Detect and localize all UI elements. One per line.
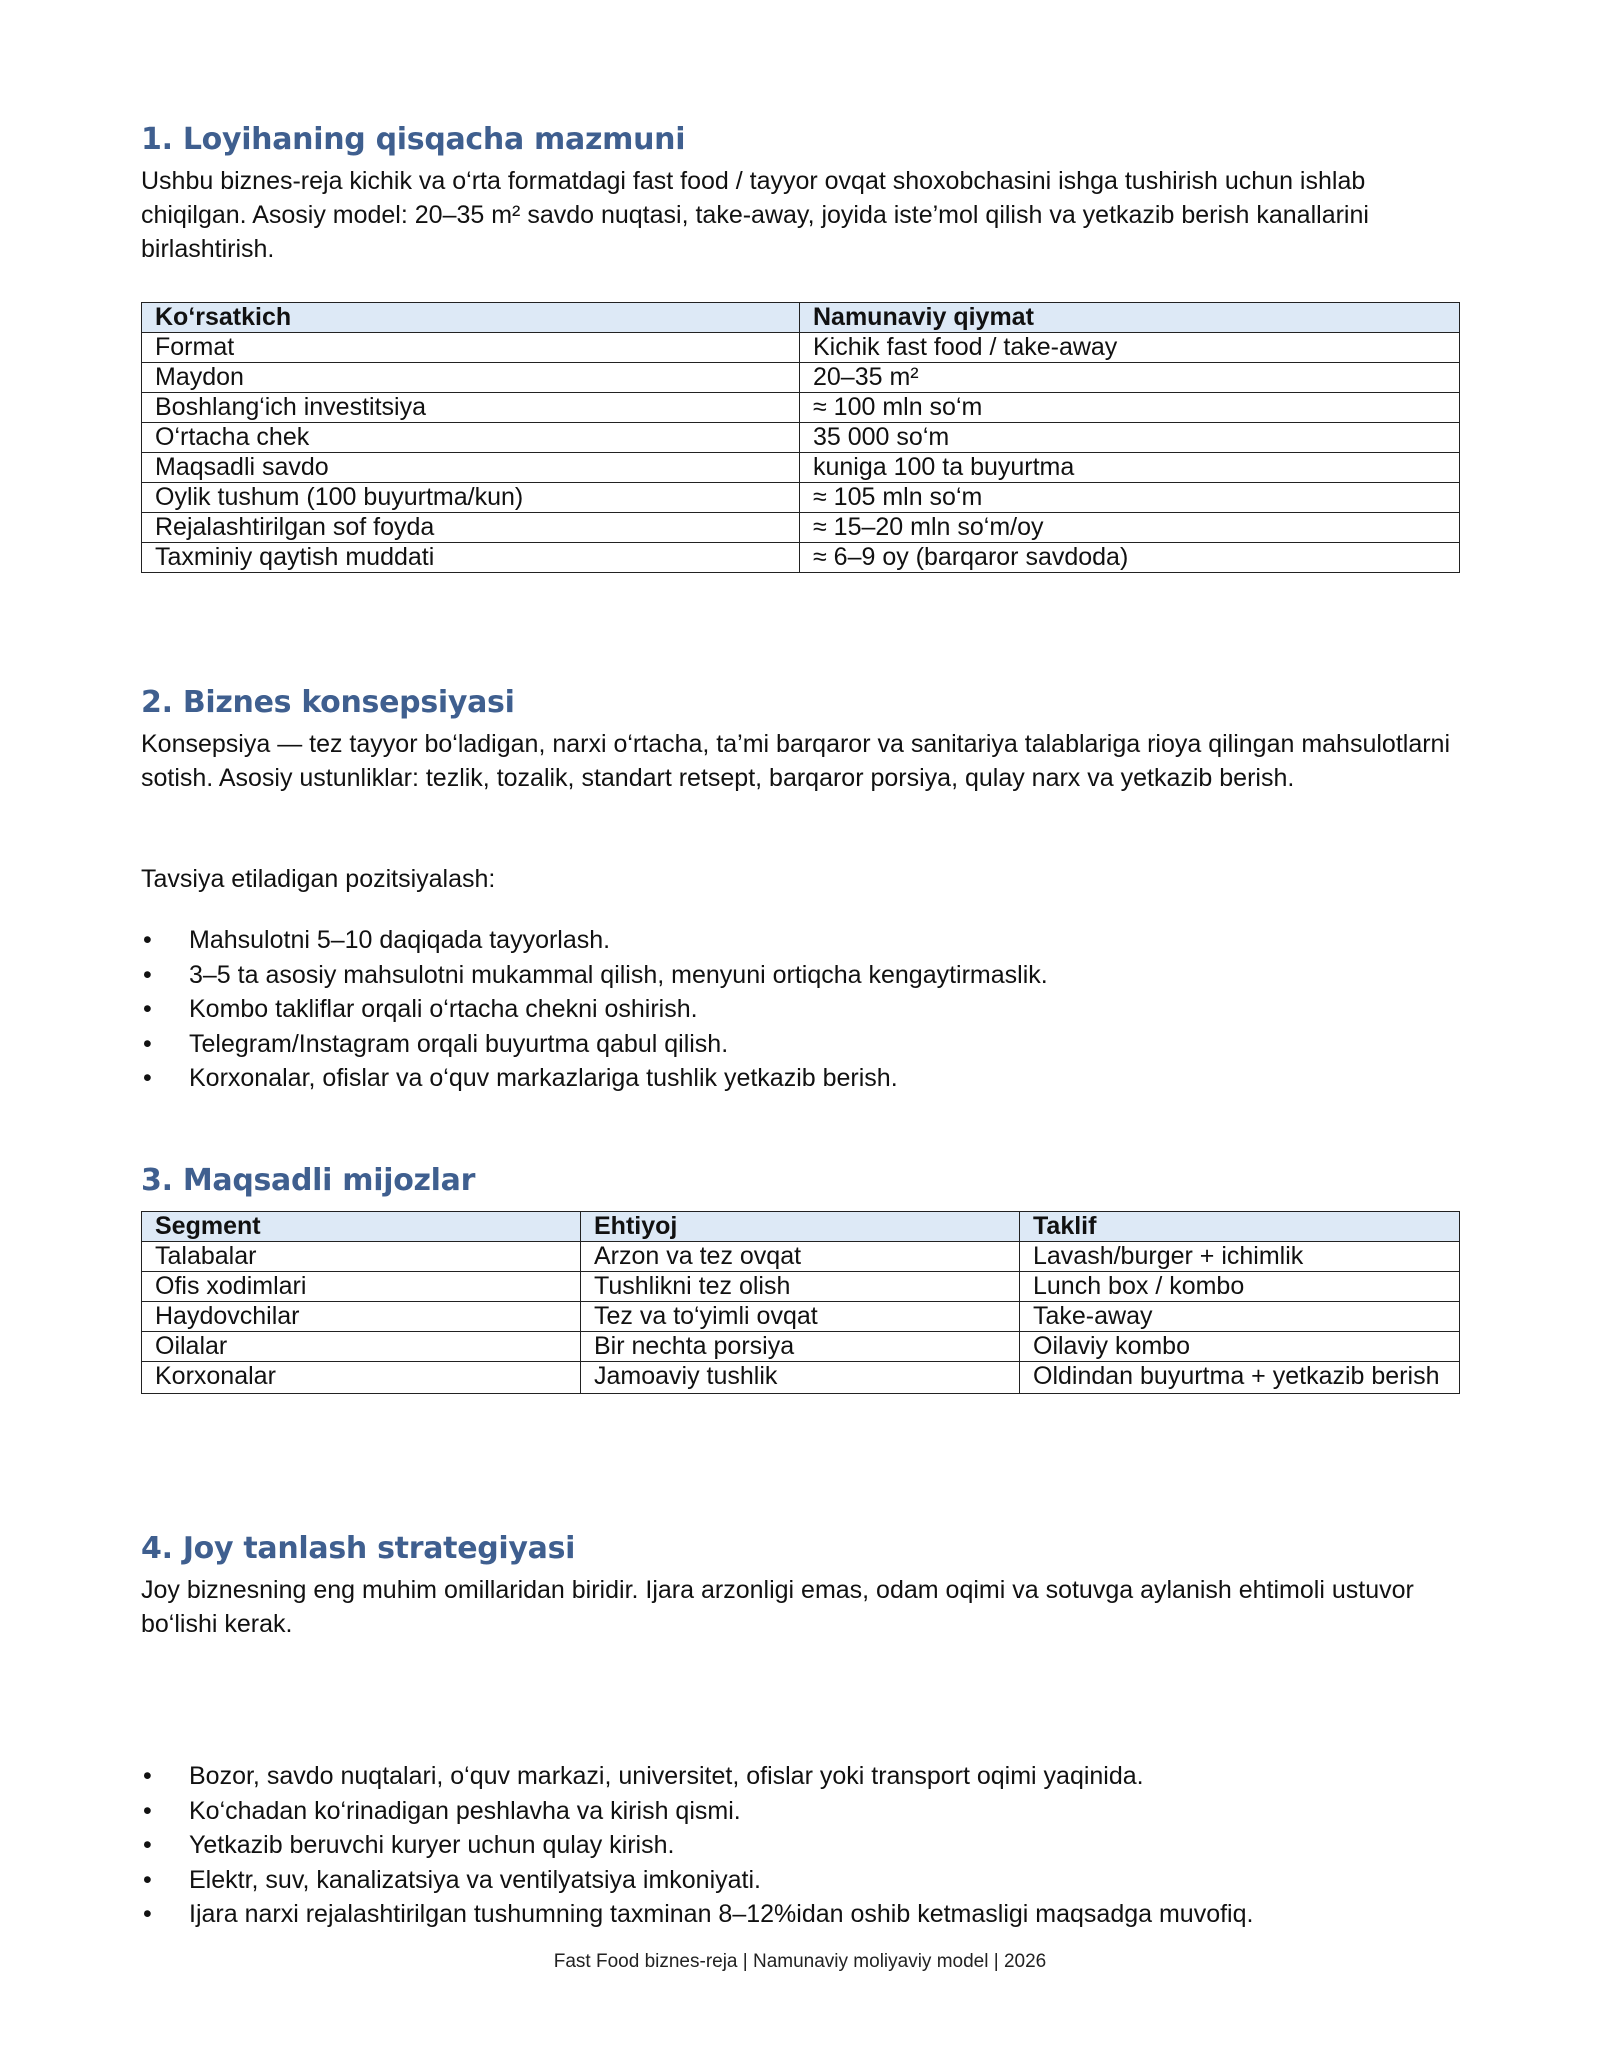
- table-row: [142, 1272, 1460, 1302]
- table-cell: Rejalashtirilgan sof foyda: [142, 513, 800, 543]
- table-cell: Tushlikni tez olish: [581, 1272, 1020, 1302]
- table-cell: 35 000 so‘m: [800, 423, 1460, 453]
- table-cell: Bir nechta porsiya: [581, 1332, 1020, 1362]
- list-item: • Kombo takliflar orqali o‘rtacha chekni oshirish.: [141, 992, 1459, 1027]
- table-cell: Lavash/burger + ichimlik: [1020, 1242, 1460, 1272]
- list-item: • Mahsulotni 5–10 daqiqada tayyorlash.: [141, 923, 1459, 958]
- table-cell: Take-away: [1020, 1302, 1460, 1332]
- table-row: [142, 483, 1460, 513]
- table-row: [142, 393, 1460, 423]
- list-item: • Yetkazib beruvchi kuryer uchun qulay kirish.: [141, 1828, 1459, 1863]
- table-row: [142, 1362, 1460, 1394]
- table-cell: Talabalar: [142, 1242, 581, 1272]
- section-heading: 1. Loyihaning qisqacha mazmuni: [141, 122, 686, 157]
- table-row: [142, 1332, 1460, 1362]
- table-cell: Oylik tushum (100 buyurtma/kun): [142, 483, 800, 513]
- location-list: [141, 1759, 1459, 1932]
- section-heading: 4. Joy tanlash strategiyasi: [141, 1531, 576, 1566]
- table-cell: Kichik fast food / take-away: [800, 333, 1460, 363]
- table-row: [142, 1242, 1460, 1272]
- section-paragraph: Joy biznesning eng muhim omillaridan biridir. Ijara arzonligi emas, odam oqimi va sotuvga aylanish ehtimoli ustuvor bo‘lishi kerak.: [141, 1576, 1414, 1638]
- table-cell: Maydon: [142, 363, 800, 393]
- table-cell: Format: [142, 333, 800, 363]
- table-row: [142, 1302, 1460, 1332]
- table-row: [142, 333, 1460, 363]
- table-cell: Oilaviy kombo: [1020, 1332, 1460, 1362]
- table-cell: Haydovchilar: [142, 1302, 581, 1332]
- section-paragraph: Konsepsiya — tez tayyor bo‘ladigan, narxi o‘rtacha, ta’mi barqaror va sanitariya talablariga rioya qilingan mahsulotlarni sotish. Asosiy ustunliklar: tezlik, tozalik, standart retsept, barqaror porsiya, qulay narx va yetkazib berish.: [141, 730, 1451, 792]
- section-summary: [141, 122, 1459, 266]
- table-cell: Boshlang‘ich investitsiya: [142, 393, 800, 423]
- table-cell: Lunch box / kombo: [1020, 1272, 1460, 1302]
- table-cell: Arzon va tez ovqat: [581, 1242, 1020, 1272]
- list-item: • Bozor, savdo nuqtalari, o‘quv markazi, universitet, ofislar yoki transport oqimi yaqinida.: [141, 1759, 1459, 1794]
- table-row: [142, 543, 1460, 573]
- table-header-cell: Namunaviy qiymat: [800, 303, 1460, 333]
- list-item: • 3–5 ta asosiy mahsulotni mukammal qilish, menyuni ortiqcha kengaytirmaslik.: [141, 958, 1459, 993]
- list-item: • Ko‘chadan ko‘rinadigan peshlavha va kirish qismi.: [141, 1794, 1459, 1829]
- table-cell: ≈ 105 mln so‘m: [800, 483, 1460, 513]
- table-row: [142, 423, 1460, 453]
- list-item: • Korxonalar, ofislar va o‘quv markazlariga tushlik yetkazib berish.: [141, 1061, 1459, 1096]
- table-header-cell: Ko‘rsatkich: [142, 303, 800, 333]
- table-header-row: [142, 303, 1460, 333]
- positioning-list: [141, 923, 1459, 1096]
- table-cell: O‘rtacha chek: [142, 423, 800, 453]
- section-target-customers: [141, 1163, 1459, 1199]
- table-cell: Ofis xodimlari: [142, 1272, 581, 1302]
- section-heading: 2. Biznes konsepsiyasi: [141, 685, 515, 720]
- table-cell: ≈ 100 mln so‘m: [800, 393, 1460, 423]
- table-cell: Taxminiy qaytish muddati: [142, 543, 800, 573]
- section-heading: 3. Maqsadli mijozlar: [141, 1163, 476, 1198]
- table-header-row: [142, 1212, 1460, 1242]
- table-header-cell: Taklif: [1020, 1212, 1460, 1242]
- table-cell: Oilalar: [142, 1332, 581, 1362]
- table-header-cell: Ehtiyoj: [581, 1212, 1020, 1242]
- page-footer: Fast Food biznes-reja | Namunaviy moliyaviy model | 2026: [553, 1951, 1047, 1972]
- table-cell: Maqsadli savdo: [142, 453, 800, 483]
- list-item: • Ijara narxi rejalashtirilgan tushumning taxminan 8–12%idan oshib ketmasligi maqsadga muvofiq.: [141, 1897, 1459, 1932]
- table-row: [142, 453, 1460, 483]
- section-concept: [141, 685, 1459, 795]
- positioning-intro: Tavsiya etiladigan pozitsiyalash:: [141, 865, 496, 893]
- section-location: [141, 1531, 1459, 1641]
- table-cell: Jamoaviy tushlik: [581, 1362, 1020, 1394]
- table-cell: ≈ 6–9 oy (barqaror savdoda): [800, 543, 1460, 573]
- table-cell: Korxonalar: [142, 1362, 581, 1394]
- table-row: [142, 513, 1460, 543]
- table-row: [142, 363, 1460, 393]
- table-cell: Tez va to‘yimli ovqat: [581, 1302, 1020, 1332]
- list-item: • Telegram/Instagram orqali buyurtma qabul qilish.: [141, 1027, 1459, 1062]
- list-item: • Elektr, suv, kanalizatsiya va ventilyatsiya imkoniyati.: [141, 1863, 1459, 1898]
- table-cell: Oldindan buyurtma + yetkazib berish: [1020, 1362, 1460, 1394]
- table-cell: 20–35 m²: [800, 363, 1460, 393]
- customers-table: [141, 1211, 1460, 1394]
- table-cell: kuniga 100 ta buyurtma: [800, 453, 1460, 483]
- table-header-cell: Segment: [142, 1212, 581, 1242]
- summary-table: [141, 302, 1460, 573]
- section-paragraph: Ushbu biznes-reja kichik va o‘rta formatdagi fast food / tayyor ovqat shoxobchasini ishga tushirish uchun ishlab chiqilgan. Asosiy model: 20–35 m² savdo nuqtasi, take-away, joyida iste’mol qilish va yetkazib berish kanallarini birlashtirish.: [141, 167, 1369, 263]
- table-cell: ≈ 15–20 mln so‘m/oy: [800, 513, 1460, 543]
